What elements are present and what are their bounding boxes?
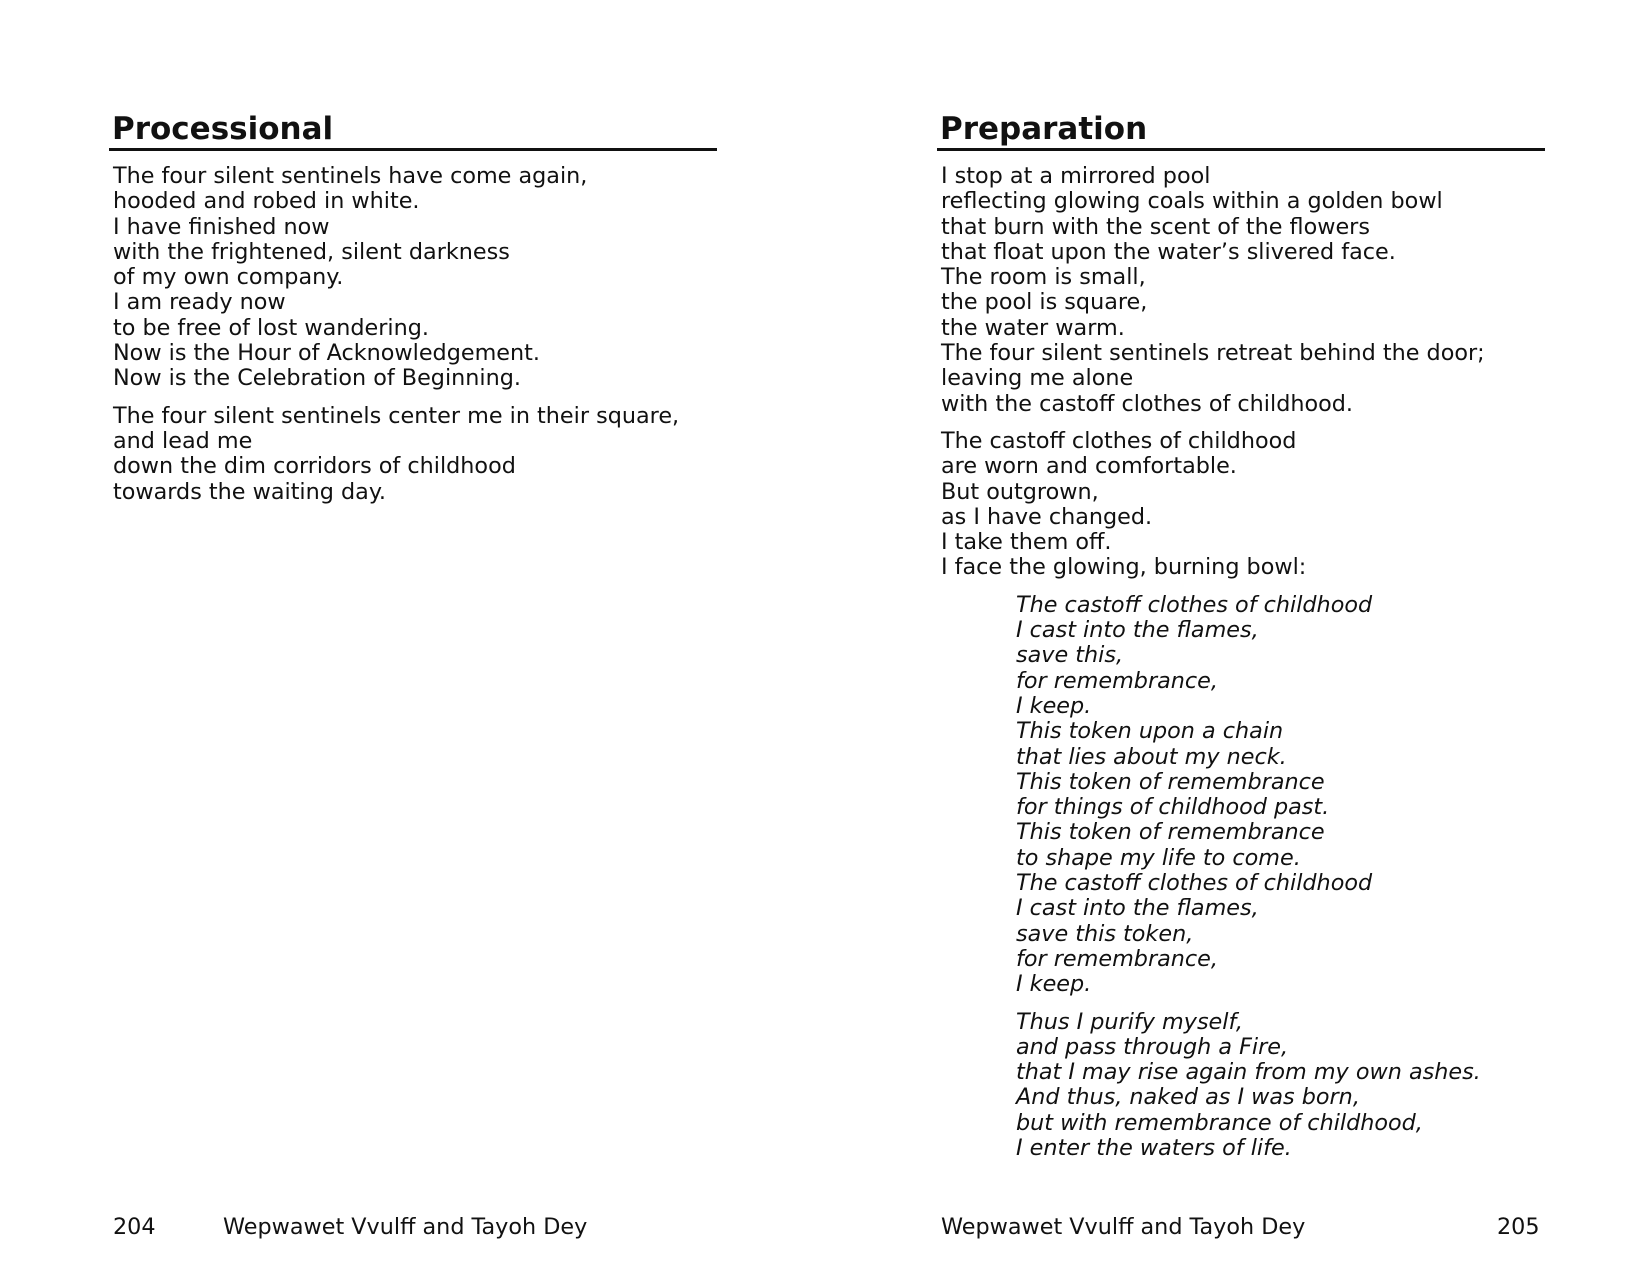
italic-stanza	[941, 593, 1485, 998]
poem-line: I cast into the flames,	[1016, 617, 1259, 644]
left-page	[0, 0, 824, 1275]
poem-line: The castoff clothes of childhood	[1016, 591, 1373, 618]
poem-line: hooded and robed in white.	[113, 188, 420, 215]
poem-line: down the dim corridors of childhood	[113, 453, 516, 480]
poem-line: I enter the waters of life.	[1016, 1134, 1292, 1161]
poem-line: I cast into the flames,	[1016, 895, 1259, 922]
stanza	[113, 164, 679, 392]
stanza	[941, 164, 1485, 417]
poem-line: leaving me alone	[941, 365, 1134, 392]
poem-line: for remembrance,	[1016, 945, 1218, 972]
poem-line: to shape my life to come.	[1016, 844, 1301, 871]
poem-line: reflecting glowing coals within a golden bowl	[941, 188, 1443, 215]
poem-line: that float upon the water’s slivered face.	[941, 238, 1396, 265]
poem-line: to be free of lost wandering.	[113, 314, 429, 341]
poem-line: as I have changed.	[941, 503, 1153, 530]
page-number: 204	[113, 1214, 156, 1240]
poem-body	[113, 164, 679, 517]
poem-line: save this,	[1016, 642, 1124, 669]
poem-line: the water warm.	[941, 314, 1125, 341]
poem-line: I keep.	[1016, 971, 1092, 998]
poem-line: Thus I purify myself,	[1016, 1008, 1244, 1035]
poem-line: I have finished now	[113, 213, 330, 240]
poem-line: and lead me	[113, 427, 253, 454]
poem-line: The castoff clothes of childhood	[1016, 870, 1373, 897]
poem-line: This token upon a chain	[1016, 718, 1284, 745]
poem-line: I stop at a mirrored pool	[941, 163, 1211, 189]
poem-line: towards the waiting day.	[113, 478, 386, 505]
poem-line: The castoff clothes of childhood	[941, 427, 1297, 454]
poem-line: that I may rise again from my own ashes.	[1016, 1059, 1481, 1086]
page-number: 205	[1497, 1214, 1540, 1240]
poem-line: Now is the Hour of Acknowledgement.	[113, 340, 540, 367]
poem-line: but with remembrance of childhood,	[1016, 1109, 1423, 1136]
poem-line: I am ready now	[113, 289, 286, 316]
poem-line: Now is the Celebration of Beginning.	[113, 365, 521, 392]
poem-line: with the castoff clothes of childhood.	[941, 390, 1354, 417]
running-footer: Wepwawet Vvulff and Tayoh Dey	[223, 1214, 588, 1240]
poem-line: of my own company.	[113, 264, 344, 291]
poem-line: This token of remembrance	[1016, 768, 1325, 795]
poem-line: for things of childhood past.	[1016, 794, 1330, 821]
italic-stanza	[941, 1010, 1485, 1162]
stanza	[941, 429, 1485, 581]
right-page	[825, 0, 1649, 1275]
poem-line: I keep.	[1016, 692, 1092, 719]
poem-body	[941, 164, 1485, 1173]
poem-line: are worn and comfortable.	[941, 453, 1237, 480]
poem-line: The four silent sentinels center me in their square,	[113, 402, 680, 429]
poem-line: that burn with the scent of the flowers	[941, 213, 1370, 240]
stanza	[113, 404, 679, 505]
poem-line: And thus, naked as I was born,	[1016, 1084, 1360, 1111]
running-footer: Wepwawet Vvulff and Tayoh Dey	[941, 1214, 1306, 1240]
page-title: Preparation	[937, 107, 1545, 151]
poem-line: This token of remembrance	[1016, 819, 1325, 846]
poem-line: But outgrown,	[941, 478, 1099, 505]
poem-line: save this token,	[1016, 920, 1194, 947]
poem-line: the pool is square,	[941, 289, 1148, 316]
page-title: Processional	[109, 107, 717, 151]
poem-line: The four silent sentinels retreat behind the door;	[941, 340, 1485, 367]
poem-line: for remembrance,	[1016, 667, 1218, 694]
poem-line: with the frightened, silent darkness	[113, 238, 510, 265]
poem-line: I take them off.	[941, 529, 1112, 556]
poem-line: The four silent sentinels have come again,	[113, 163, 588, 189]
poem-line: and pass through a Fire,	[1016, 1033, 1289, 1060]
poem-line: The room is small,	[941, 264, 1146, 291]
poem-line: that lies about my neck.	[1016, 743, 1287, 770]
poem-line: I face the glowing, burning bowl:	[941, 554, 1307, 581]
